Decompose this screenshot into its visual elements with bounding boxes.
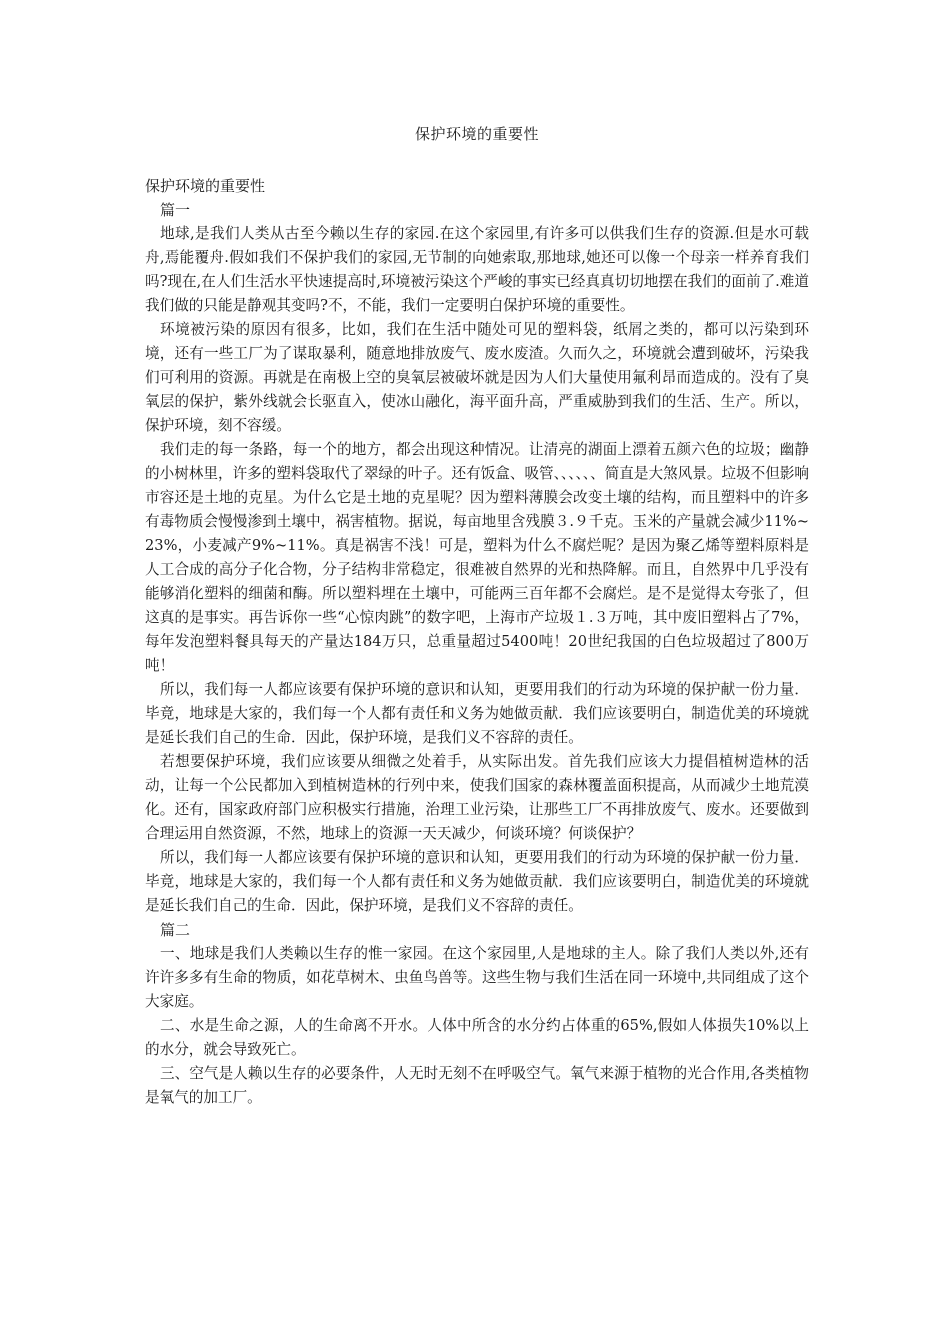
- section-label: 篇二: [160, 921, 191, 939]
- document-page: [145, 122, 809, 1110]
- paragraph: 所以，我们每一人都应该要有保护环境的意识和认知，更要用我们的行动为环境的保护献一份力量．毕竟，地球是大家的，我们每一个人都有责任和义务为她做贡献．我们应该要明白，制造优美的环境就是延长我们自己的生命．因此，保护环境，是我们义不容辞的责任。: [145, 681, 809, 746]
- paragraph: 地球,是我们人类从古至今赖以生存的家园.在这个家园里,有许多可以供我们生存的资源.但是水可载舟,焉能覆舟.假如我们不保护我们的家园,无节制的向她索取,那地球,她还可以像一个母亲一样养育我们吗?现在,在人们生活水平快速提高时,环境被污染这个严峻的事实已经真真切切地摆在我们的面前了.难道我们做的只能是静观其变吗?不，不能，我们一定要明白保护环境的重要性。: [145, 225, 809, 314]
- paragraph: 三、空气是人赖以生存的必要条件，人无时无刻不在呼吸空气。氧气来源于植物的光合作用,各类植物是氧气的加工厂。: [145, 1065, 809, 1106]
- document-title: 保护环境的重要性: [414, 125, 539, 143]
- paragraph: 若想要保护环境，我们应该要从细微之处着手，从实际出发。首先我们应该大力提倡植树造林的活动，让每一个公民都加入到植树造林的行列中来，使我们国家的森林覆盖面积提高，从而减少土地荒漠化。还有，国家政府部门应积极实行措施，治理工业污染，让那些工厂不再排放废气、废水。还要做到合理运用自然资源，不然，地球上的资源一天天减少，何谈环境？何谈保护？: [145, 753, 809, 842]
- paragraph: 二、水是生命之源，人的生命离不开水。人体中所含的水分约占体重的65%,假如人体损失10%以上的水分，就会导致死亡。: [145, 1017, 809, 1058]
- paragraph: 所以，我们每一人都应该要有保护环境的意识和认知，更要用我们的行动为环境的保护献一份力量．毕竟，地球是大家的，我们每一个人都有责任和义务为她做贡献．我们应该要明白，制造优美的环境就是延长我们自己的生命．因此，保护环境，是我们义不容辞的责任。: [145, 849, 809, 914]
- document-subtitle: 保护环境的重要性: [145, 177, 266, 195]
- paragraph: 环境被污染的原因有很多，比如，我们在生活中随处可见的塑料袋，纸屑之类的，都可以污染到环境，还有一些工厂为了谋取暴利，随意地排放废气、废水废渣。久而久之，环境就会遭到破坏，污染我们可利用的资源。再就是在南极上空的臭氧层被破坏就是因为人们大量使用氟利昂而造成的。没有了臭氧层的保护，紫外线就会长驱直入，使冰山融化，海平面升高，严重威胁到我们的生活、生产。所以，保护环境，刻不容缓。: [145, 321, 809, 434]
- section-label: 篇一: [160, 201, 191, 219]
- paragraph: 我们走的每一条路，每一个的地方，都会出现这种情况。让清亮的湖面上漂着五颜六色的垃圾；幽静的小树林里，许多的塑料袋取代了翠绿的叶子。还有饭盒、吸管、、、、、、简直是大煞风景。垃圾不但影响市容还是土地的克星。为什么它是土地的克星呢？因为塑料薄膜会改变土壤的结构，而且塑料中的许多有毒物质会慢慢渗到土壤中，祸害植物。据说，每亩地里含残膜３.９千克。玉米的产量就会减少11%~23%，小麦减产9%~11%。真是祸害不浅！可是，塑料为什么不腐烂呢？是因为聚乙烯等塑料原料是人工合成的高分子化合物，分子结构非常稳定，很难被自然界的光和热降解。而且，自然界中几乎没有能够消化塑料的细菌和酶。所以塑料埋在土壤中，可能两三百年都不会腐烂。是不是觉得太夸张了，但这真的是事实。再告诉你一些“心惊肉跳”的数字吧，上海市产垃圾１.３万吨，其中废旧塑料占了7%，每年发泡塑料餐具每天的产量达184万只，总重量超过5400吨！20世纪我国的白色垃圾超过了800万吨！: [145, 441, 810, 674]
- paragraph: 一、地球是我们人类赖以生存的惟一家园。在这个家园里,人是地球的主人。除了我们人类以外,还有许许多多有生命的物质，如花草树木、虫鱼鸟兽等。这些生物与我们生活在同一环境中,共同组成了这个大家庭。: [145, 945, 809, 1010]
- section-one: [145, 198, 809, 918]
- section-two: [145, 918, 809, 1110]
